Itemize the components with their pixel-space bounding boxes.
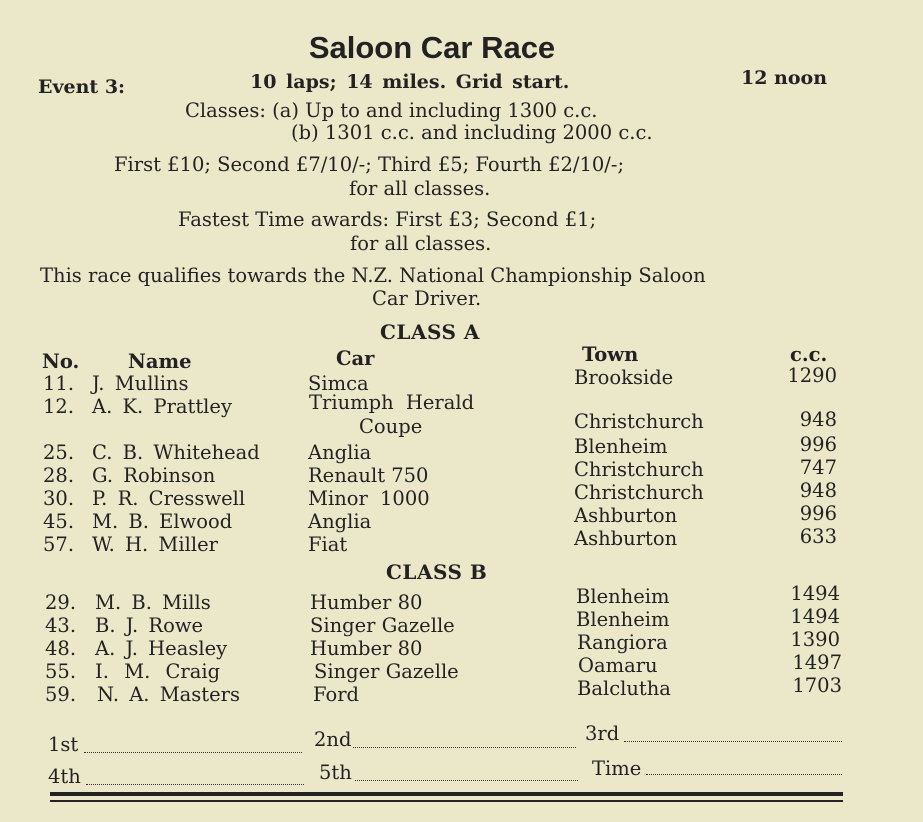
- driver-name: I. M. Craig: [95, 660, 221, 683]
- town: Ashburton: [574, 527, 678, 550]
- car-model: Singer Gazelle: [310, 614, 455, 637]
- entry-number: 12.: [43, 395, 75, 418]
- town: Blenheim: [576, 585, 670, 608]
- entry-number: 29.: [45, 591, 77, 614]
- town: Ashburton: [574, 504, 678, 527]
- town: Brookside: [574, 366, 674, 389]
- driver-name: J. Mullins: [92, 372, 189, 395]
- car-model: Fiat: [308, 533, 348, 556]
- fastest-time-line: Fastest Time awards: First £3; Second £1;: [178, 208, 597, 231]
- result-line-2nd[interactable]: [353, 747, 576, 748]
- engine-cc: 996: [799, 502, 837, 525]
- classes-line-b: (b) 1301 c.c. and including 2000 c.c.: [291, 121, 653, 144]
- town: Rangiora: [577, 631, 668, 654]
- result-line-4th[interactable]: [86, 784, 304, 785]
- class-b-heading: CLASS B: [386, 560, 488, 584]
- page-title: Saloon Car Race: [308, 30, 556, 65]
- table-row: [0, 582, 923, 614]
- town: Blenheim: [574, 435, 668, 458]
- qualification-line-2: Car Driver.: [372, 287, 482, 310]
- car-model: Simca: [308, 372, 369, 395]
- car-model: Anglia: [308, 510, 372, 533]
- column-header-car: Car: [336, 347, 375, 370]
- driver-name: N. A. Masters: [97, 683, 240, 706]
- prizes-note: for all classes.: [349, 177, 491, 200]
- table-row: [0, 433, 923, 464]
- table-row: [0, 456, 923, 487]
- entry-number: 57.: [43, 533, 75, 556]
- entry-number: 43.: [45, 614, 77, 637]
- table-row: [0, 628, 923, 660]
- engine-cc: 1494: [790, 582, 840, 605]
- town: Oamaru: [578, 654, 658, 677]
- result-line-1st[interactable]: [84, 752, 302, 753]
- town: Balclutha: [577, 677, 671, 700]
- result-line-time[interactable]: [646, 774, 842, 775]
- town: Blenheim: [576, 608, 670, 631]
- entry-number: 55.: [45, 660, 77, 683]
- engine-cc: 1290: [787, 364, 837, 387]
- driver-name: C. B. Whitehead: [92, 441, 260, 464]
- table-row: [0, 525, 923, 556]
- car-model: Humber 80: [310, 637, 423, 660]
- engine-cc: 1390: [790, 628, 840, 651]
- table-row: [0, 651, 923, 683]
- engine-cc: 1494: [790, 605, 840, 628]
- driver-name: P. R. Cresswell: [92, 487, 246, 510]
- entry-number: 25.: [43, 441, 75, 464]
- car-model: Humber 80: [310, 591, 423, 614]
- result-label-1st: 1st: [48, 733, 79, 756]
- event-number: Event 3:: [38, 76, 126, 98]
- driver-name: M. B. Mills: [95, 591, 211, 614]
- entry-number: 59.: [45, 683, 77, 706]
- engine-cc: 948: [799, 408, 837, 431]
- column-header-no: No.: [42, 350, 80, 373]
- driver-name: A. J. Heasley: [95, 637, 228, 660]
- engine-cc: 633: [799, 525, 837, 548]
- driver-name: M. B. Elwood: [92, 510, 233, 533]
- driver-name: A. K. Prattley: [92, 395, 232, 418]
- result-label-5th: 5th: [319, 761, 352, 784]
- column-header-town: Town: [582, 343, 639, 366]
- engine-cc: 996: [799, 433, 837, 456]
- entry-number: 11.: [43, 372, 75, 395]
- car-model: Singer Gazelle: [314, 660, 459, 683]
- prizes-line: First £10; Second £7/10/-; Third £5; Fourth £2/10/-;: [114, 153, 625, 176]
- table-row: [0, 674, 923, 706]
- result-label-4th: 4th: [48, 765, 81, 788]
- car-model-line-2: Coupe: [359, 415, 423, 438]
- table-row: [0, 479, 923, 510]
- engine-cc: 747: [799, 456, 837, 479]
- entry-number: 30.: [43, 487, 75, 510]
- driver-name: W. H. Miller: [92, 533, 218, 556]
- footer-rule-thick: [50, 792, 843, 796]
- qualification-line: This race qualifies towards the N.Z. National Championship Saloon: [40, 264, 706, 287]
- engine-cc: 948: [799, 479, 837, 502]
- table-row: [0, 605, 923, 637]
- driver-name: G. Robinson: [92, 464, 216, 487]
- entry-number: 28.: [43, 464, 75, 487]
- result-line-3rd[interactable]: [624, 741, 842, 742]
- column-header-name: Name: [128, 350, 192, 373]
- result-label-3rd: 3rd: [585, 722, 620, 745]
- classes-line-a: Classes: (a) Up to and including 1300 c.c.: [185, 99, 598, 122]
- footer-rule-thin: [50, 800, 843, 802]
- driver-name: B. J. Rowe: [95, 614, 204, 637]
- car-model: Minor 1000: [308, 487, 430, 510]
- car-model: Anglia: [308, 441, 372, 464]
- class-a-heading: CLASS A: [380, 320, 480, 344]
- column-header-cc: c.c.: [790, 343, 828, 366]
- town: Christchurch: [574, 410, 704, 433]
- engine-cc: 1703: [792, 674, 842, 697]
- fastest-time-note: for all classes.: [350, 232, 492, 255]
- table-row: [0, 391, 923, 438]
- event-details: 10 laps; 14 miles. Grid start.: [250, 71, 570, 93]
- entry-number: 45.: [43, 510, 75, 533]
- result-label-time: Time: [592, 757, 642, 780]
- engine-cc: 1497: [792, 651, 842, 674]
- town: Christchurch: [574, 481, 704, 504]
- town: Christchurch: [574, 458, 704, 481]
- event-time: 12 noon: [741, 67, 828, 89]
- car-model: Renault 750: [308, 464, 429, 487]
- car-model: Triumph Herald: [309, 391, 475, 414]
- result-label-2nd: 2nd: [314, 728, 352, 751]
- result-line-5th[interactable]: [355, 780, 578, 781]
- car-model: Ford: [313, 683, 360, 706]
- table-row: [0, 502, 923, 533]
- entry-number: 48.: [45, 637, 77, 660]
